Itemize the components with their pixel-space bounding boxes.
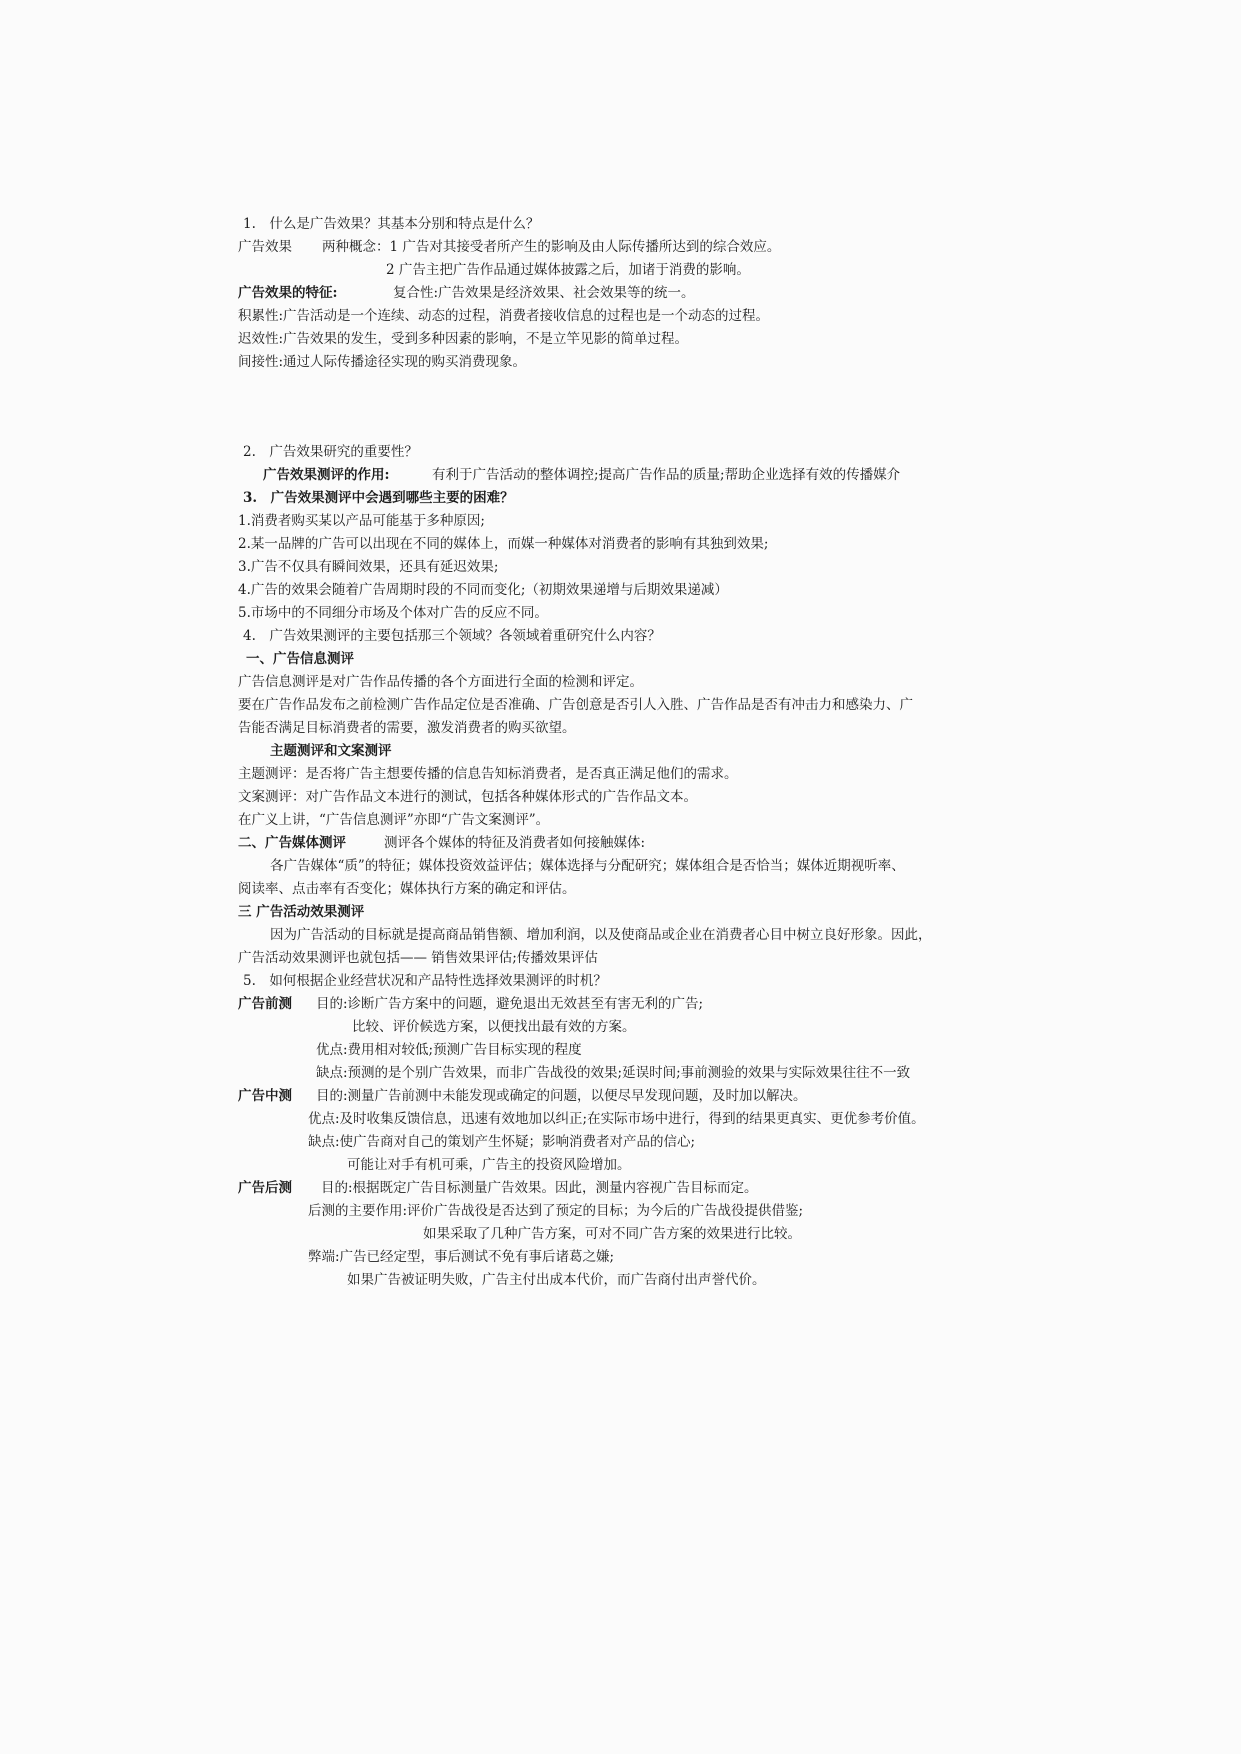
q4-title: 4. 广告效果测评的主要包括那三个领域？各领域着重研究什么内容？: [243, 628, 661, 644]
q5-post-role: 后测的主要作用:评价广告战役是否达到了预定的目标；为今后的广告战役提供借鉴;: [308, 1203, 804, 1219]
q5-post-role2: 如果采取了几种广告方案，可对不同广告方案的效果进行比较。: [423, 1226, 801, 1242]
q5-pre-label: 广告前测: [238, 996, 292, 1012]
q3-item: 3.广告不仅具有瞬间效果，还具有延迟效果;: [238, 559, 499, 575]
q1-cumulative: 积累性:广告活动是一个连续、动态的过程，消费者接收信息的过程也是一个动态的过程。: [238, 308, 770, 324]
q4-section1-subtitle: 主题测评和文案测评: [270, 743, 392, 759]
q5-pre-goal2: 比较、评价候选方案，以便找出最有效的方案。: [352, 1019, 636, 1035]
q2-title: 2. 广告效果研究的重要性？: [243, 444, 418, 460]
q5-mid-adv: 优点:及时收集反馈信息，迅速有效地加以纠正;在实际市场中进行，得到的结果更真实、更优参考价值。: [308, 1111, 925, 1127]
q1-feature-text: 复合性:广告效果是经济效果、社会效果等的统一。: [393, 285, 695, 301]
q5-post-flaw: 弊端:广告已经定型，事后测试不免有事后诸葛之嫌;: [308, 1249, 615, 1265]
q5-post-label: 广告后测: [238, 1180, 292, 1196]
q3-item: 2.某一品牌的广告可以出现在不同的媒体上，而媒一种媒体对消费者的影响有其独到效果;: [238, 536, 769, 552]
q5-mid-dis2: 可能让对手有机可乘，广告主的投资风险增加。: [347, 1157, 631, 1173]
q4-section1-title: 一、广告信息测评: [246, 651, 354, 667]
q1-title: 1. 什么是广告效果？其基本分别和特点是什么？: [243, 216, 540, 232]
q4-section2-title: 二、广告媒体测评: [238, 835, 346, 851]
q1-def-text2: 2 广告主把广告作品通过媒体披露之后，加诸于消费的影响。: [386, 262, 750, 278]
q5-mid-label: 广告中测: [238, 1088, 292, 1104]
q1-def-label: 广告效果: [238, 239, 292, 255]
q4-broad-sense: 在广义上讲，“广告信息测评”亦即“广告文案测评”。: [238, 812, 550, 828]
q4-section2-p1a: 各广告媒体“质”的特征；媒体投资效益评估；媒体选择与分配研究；媒体组合是否恰当；媒体近期视听率、: [270, 858, 905, 874]
q5-title: 5. 如何根据企业经营状况和产品特性选择效果测评的时机？: [243, 973, 607, 989]
q4-section3-title: 三 广告活动效果测评: [238, 904, 365, 920]
q3-item: 1.消费者购买某以产品可能基于多种原因;: [238, 513, 485, 529]
q1-indirect: 间接性:通过人际传播途径实现的购买消费现象。: [238, 354, 527, 370]
q2-role-label: 广告效果测评的作用:: [263, 467, 390, 483]
q3-item: 4.广告的效果会随着广告周期时段的不同而变化;（初期效果递增与后期效果递减）: [238, 582, 728, 598]
q2-role-text: 有利于广告活动的整体调控;提高广告作品的质量;帮助企业选择有效的传播媒介: [432, 467, 901, 483]
q5-mid-goal: 目的:测量广告前测中未能发现或确定的问题，以便尽早发现问题，及时加以解决。: [316, 1088, 807, 1104]
q4-section3-p1b: 广告活动效果测评也就包括—— 销售效果评估;传播效果评估: [238, 950, 598, 966]
q3-item: 5.市场中的不同细分市场及个体对广告的反应不同。: [238, 605, 548, 621]
q1-delayed: 迟效性:广告效果的发生，受到多种因素的影响，不是立竿见影的简单过程。: [238, 331, 689, 347]
q4-copy-eval: 文案测评：对广告作品文本进行的测试，包括各种媒体形式的广告作品文本。: [238, 789, 697, 805]
q1-def-text: 两种概念：1 广告对其接受者所产生的影响及由人际传播所达到的综合效应。: [322, 239, 781, 255]
q3-title: 3. 广告效果测评中会遇到哪些主要的困难？: [243, 490, 514, 506]
q5-pre-dis: 缺点:预测的是个别广告效果，而非广告战役的效果;延误时间;事前测验的效果与实际效果往往不一致: [316, 1065, 911, 1081]
q5-mid-dis: 缺点:使广告商对自己的策划产生怀疑；影响消费者对产品的信心;: [308, 1134, 696, 1150]
q4-section2-text: 测评各个媒体的特征及消费者如何接触媒体:: [384, 835, 646, 851]
q5-pre-goal: 目的:诊断广告方案中的问题，避免退出无效甚至有害无利的广告;: [316, 996, 704, 1012]
q1-feature-label: 广告效果的特征:: [238, 285, 338, 301]
q4-section1-p2b: 告能否满足目标消费者的需要，激发消费者的购买欲望。: [238, 720, 576, 736]
q5-pre-adv: 优点:费用相对较低;预测广告目标实现的程度: [316, 1042, 582, 1058]
q5-post-goal: 目的:根据既定广告目标测量广告效果。因此，测量内容视广告目标而定。: [321, 1180, 758, 1196]
q4-section3-p1a: 因为广告活动的目标就是提高商品销售额、增加利润，以及使商品或企业在消费者心目中树立良好形象。因此，: [270, 927, 932, 943]
q4-theme-eval: 主题测评：是否将广告主想要传播的信息告知标消费者，是否真正满足他们的需求。: [238, 766, 738, 782]
q4-section1-p2a: 要在广告作品发布之前检测广告作品定位是否准确、广告创意是否引人入胜、广告作品是否有冲击力和感染力、广: [238, 697, 913, 713]
q4-section1-p1: 广告信息测评是对广告作品传播的各个方面进行全面的检测和评定。: [238, 674, 643, 690]
q4-section2-p1b: 阅读率、点击率有否变化；媒体执行方案的确定和评估。: [238, 881, 576, 897]
q5-post-flaw2: 如果广告被证明失败，广告主付出成本代价，而广告商付出声誉代价。: [347, 1272, 766, 1288]
